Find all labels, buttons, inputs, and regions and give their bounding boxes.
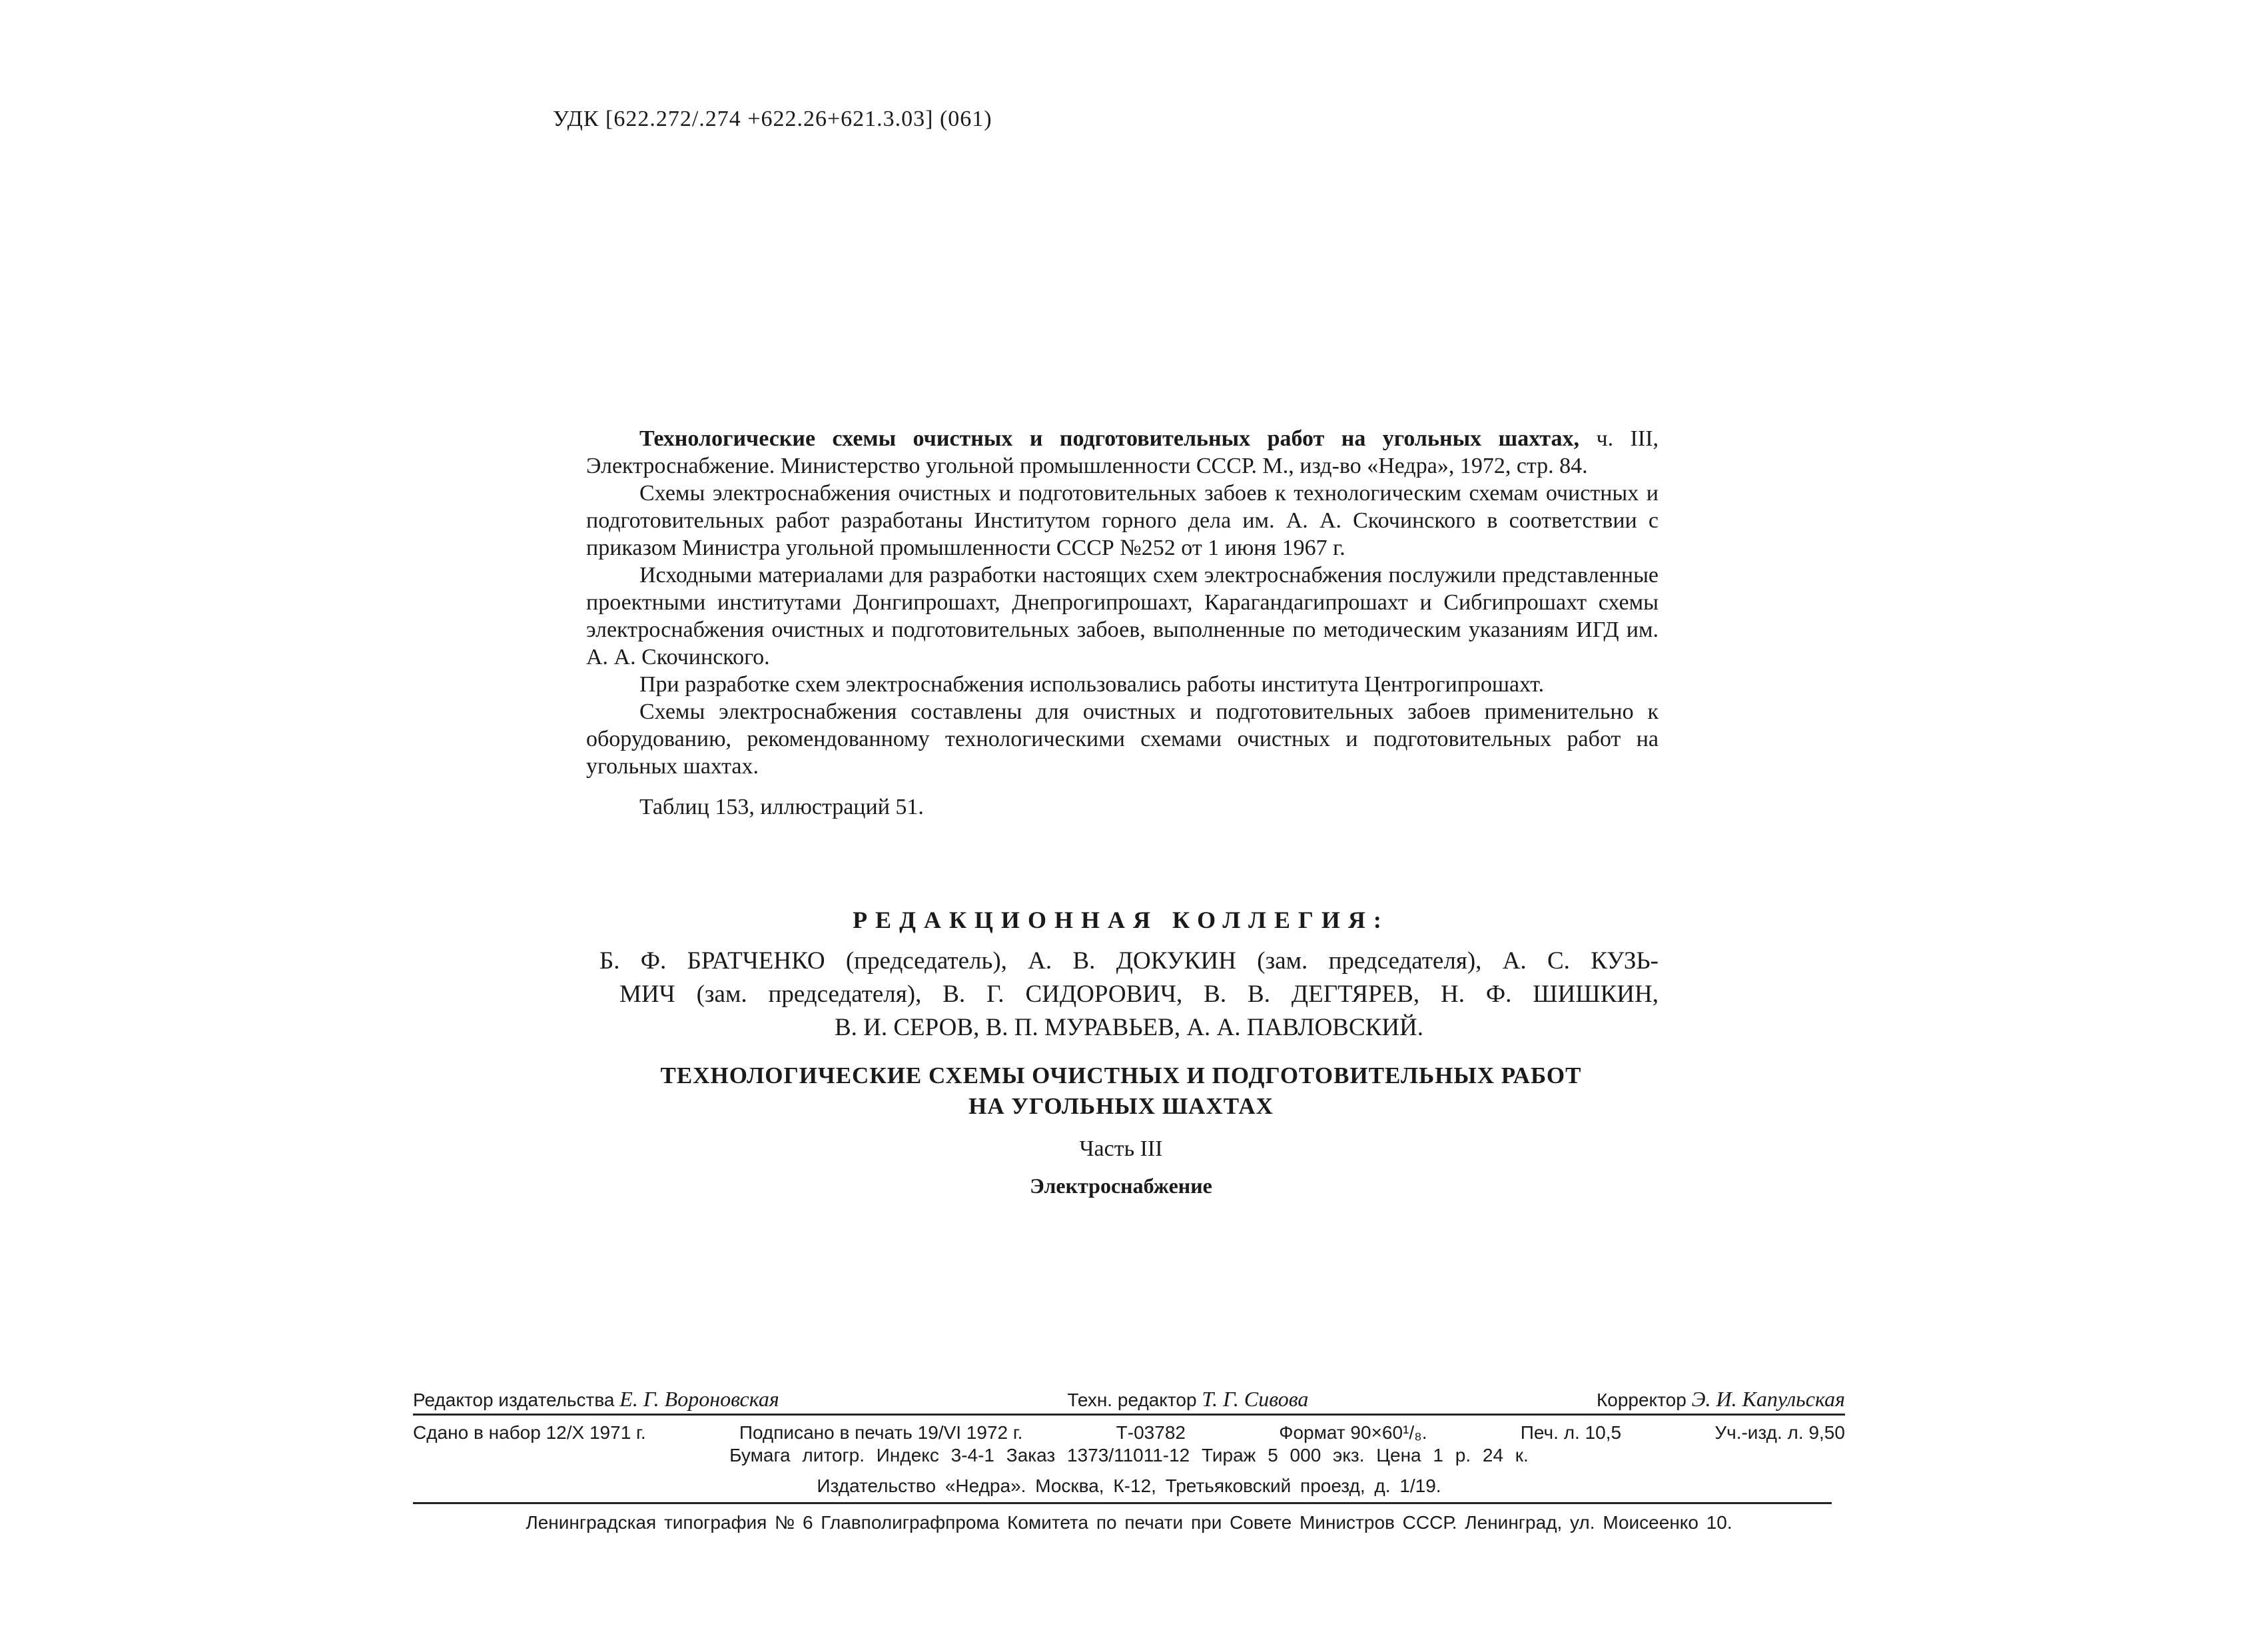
abstract-paragraph-5: Схемы электроснабжения составлены для очистных и подготовительных забоев применительно к оборудованию, рекомендованному технологическими схемами очистных и подготовительных работ на угольных шахтах. <box>586 699 1659 779</box>
imprint-divider-2 <box>413 1502 1832 1504</box>
abstract <box>586 425 1659 821</box>
corrector-label: Корректор <box>1596 1390 1686 1410</box>
editorial-board-line-3: В. И. СЕРОВ, В. П. МУРАВЬЕВ, А. А. ПАВЛОВСКИЙ. <box>834 1014 1424 1041</box>
editorial-board-line-1: Б. Ф. БРАТЧЕНКО (председатель), А. В. ДОКУКИН (зам. председателя), А. С. КУЗЬ- <box>599 947 1659 975</box>
book-subject: Электроснабжение <box>1030 1174 1212 1198</box>
imprint-divider <box>413 1414 1845 1416</box>
abstract-paragraph-2: Схемы электроснабжения очистных и подготовительных забоев к технологическим схемам очистных и подготовительных работ разработаны Институтом горного дела им. А. А. Скочинского в соответствии с приказом Министра угольной промышленности СССР №252 от 1 июня 1967 г. <box>586 481 1659 560</box>
signed-for-print: Подписано в печать 19/VI 1972 г. <box>739 1422 1023 1443</box>
technical-editor <box>1067 1387 1308 1414</box>
technical-editor-label: Техн. редактор <box>1067 1390 1197 1410</box>
corrector <box>1597 1387 1845 1414</box>
publishing-sheets: Уч.-изд. л. 9,50 <box>1714 1422 1845 1443</box>
license-code: Т-03782 <box>1116 1422 1186 1443</box>
book-title-line-1: ТЕХНОЛОГИЧЕСКИЕ СХЕМЫ ОЧИСТНЫХ И ПОДГОТОВИТЕЛЬНЫХ РАБОТ <box>660 1062 1582 1088</box>
publishing-editor <box>413 1387 779 1414</box>
imprint <box>413 1387 1845 1533</box>
print-sheets: Печ. л. 10,5 <box>1520 1422 1622 1443</box>
udk-code: УДК [622.272/.274 +622.26+621.3.03] (061) <box>553 107 992 131</box>
corrector-name: Э. И. Капульская <box>1691 1387 1845 1411</box>
editorial-board-line-2: МИЧ (зам. председателя), В. Г. СИДОРОВИЧ, В. В. ДЕГТЯРЕВ, Н. Ф. ШИШКИН, <box>619 981 1659 1008</box>
book-part: Часть III <box>1079 1136 1163 1161</box>
abstract-paragraph-4: При разработке схем электроснабжения использовались работы института Центрогипрошахт. <box>639 672 1545 697</box>
publisher-address: Издательство «Недра». Москва, К-12, Третьяковский проезд, д. 1/19. <box>817 1475 1441 1496</box>
abstract-tables-count: Таблиц 153, иллюстраций 51. <box>639 795 924 819</box>
technical-editor-name: Т. Г. Сивова <box>1202 1387 1309 1411</box>
printing-house: Ленинградская типография № 6 Главполиграфпрома Комитета по печати при Совете Министров СССР. Ленинград, ул. Моисеенко 10. <box>526 1512 1732 1533</box>
imprint-editors <box>413 1387 1845 1414</box>
abstract-citation-rest: ч. III, Электроснабжение. Министерство угольной промышленности СССР. М., изд-во «Недра», 1972, стр. 84. <box>586 426 1659 478</box>
sent-to-typesetting: Сдано в набор 12/X 1971 г. <box>413 1422 646 1443</box>
paper-format: Формат 90×60¹/₈. <box>1279 1422 1427 1443</box>
publishing-editor-name: Е. Г. Вороновская <box>619 1387 779 1411</box>
abstract-citation <box>586 425 1659 480</box>
imprint-details-line-2: Бумага литогр. Индекс 3-4-1 Заказ 1373/11011-12 Тираж 5 000 экз. Цена 1 р. 24 к. <box>729 1445 1529 1465</box>
abstract-bold-title: Технологические схемы очистных и подготовительных работ на угольных шахтах, <box>639 426 1580 451</box>
abstract-paragraph-3: Исходными материалами для разработки настоящих схем электроснабжения послужили представленные проектными институтами Донгипрошахт, Днепрогипрошахт, Карагандагипрошахт и Сибгипрошахт схемы электроснабжения очистных и подготовительных забоев, выполненные по методическим указаниям ИГД им. А. А. Скочинского. <box>586 563 1659 669</box>
editorial-board-title: РЕДАКЦИОННАЯ КОЛЛЕГИЯ: <box>853 907 1389 933</box>
book-title-line-2: НА УГОЛЬНЫХ ШАХТАХ <box>968 1093 1274 1119</box>
publishing-editor-label: Редактор издательства <box>413 1390 615 1410</box>
imprint-details-line-1 <box>413 1422 1845 1445</box>
editorial-board-members <box>599 945 1659 1044</box>
book-title <box>0 1060 2242 1122</box>
